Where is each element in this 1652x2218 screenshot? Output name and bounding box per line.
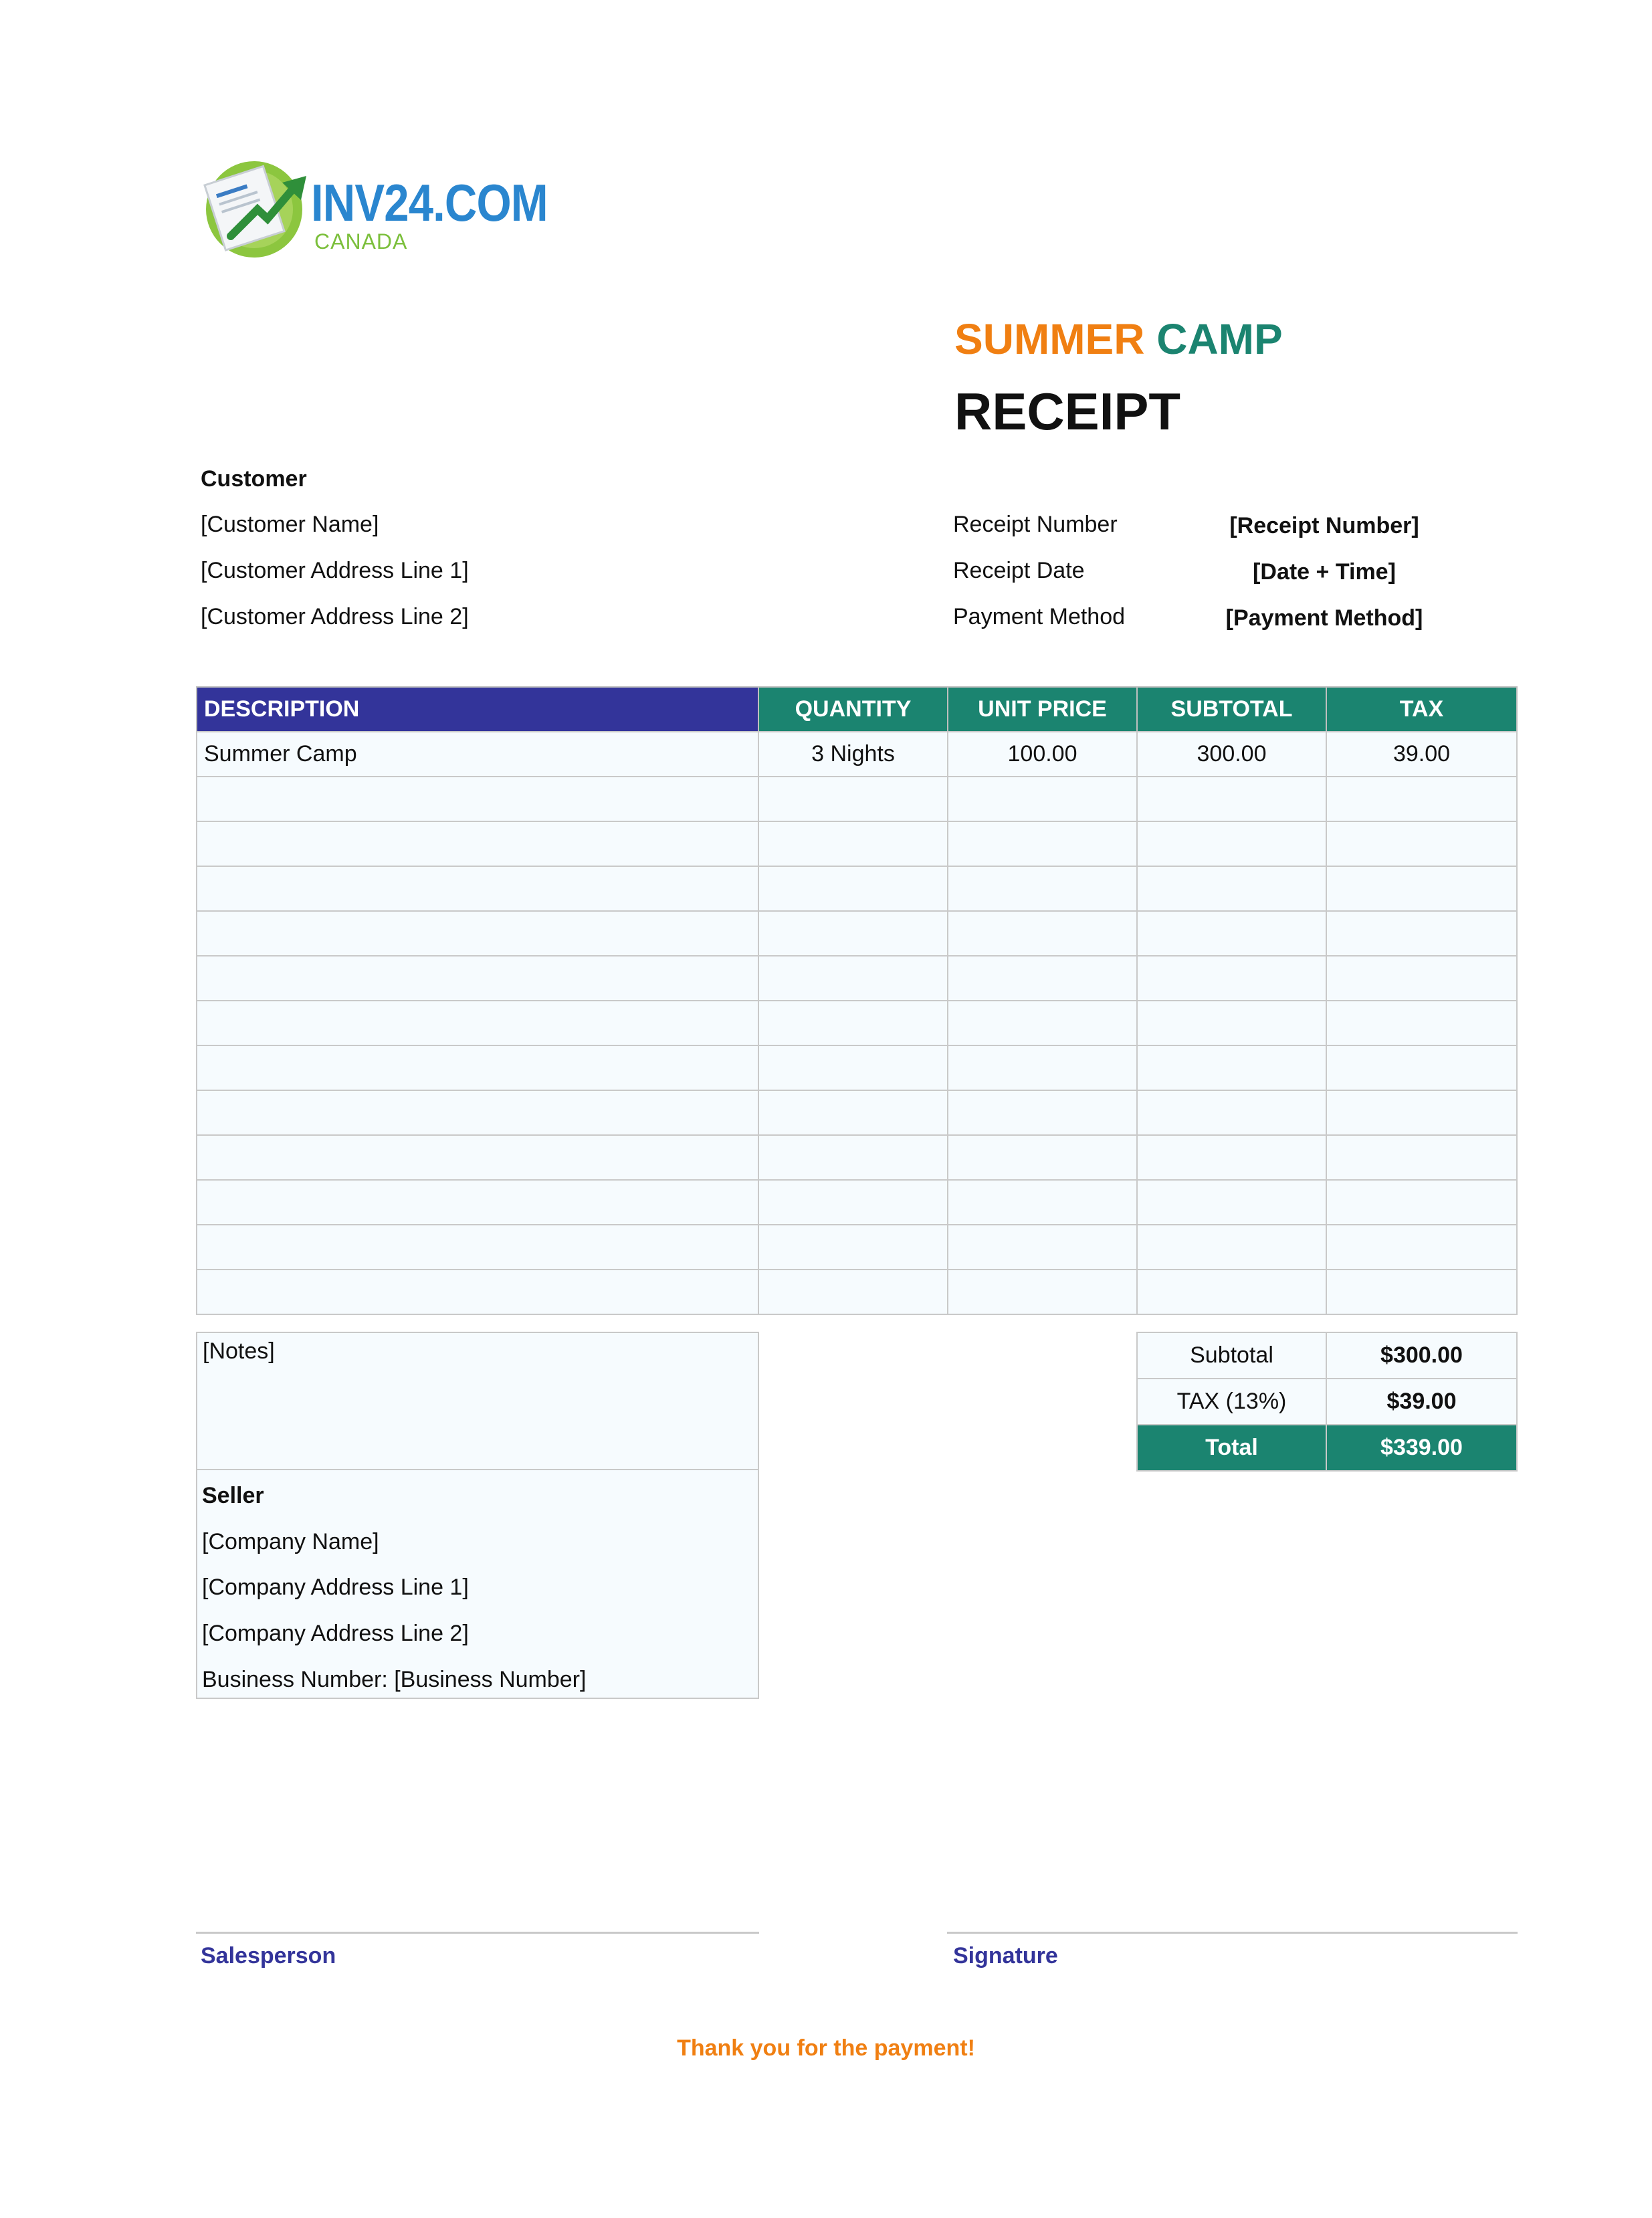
cell-subtotal: 300.00 — [1136, 731, 1327, 777]
cell-quantity — [758, 866, 948, 912]
cell-quantity — [758, 1045, 948, 1091]
seller-business-number: Business Number: [Business Number] — [202, 1667, 587, 1692]
cell-unit-price — [947, 1045, 1138, 1091]
logo-region-text: CANADA — [314, 229, 408, 254]
table-row — [196, 910, 1518, 956]
table-row — [196, 776, 1518, 822]
receipt-date-label: Receipt Date — [953, 558, 1085, 583]
cell-description — [196, 776, 759, 822]
notes-text: [Notes] — [203, 1338, 275, 1364]
customer-address-line1: [Customer Address Line 1] — [201, 558, 469, 583]
cell-tax — [1326, 1090, 1518, 1136]
document-subtitle — [954, 314, 1283, 364]
seller-company-name: [Company Name] — [202, 1529, 379, 1554]
cell-tax: 39.00 — [1326, 731, 1518, 777]
cell-description: Summer Camp — [196, 731, 759, 777]
signature-line — [947, 1932, 1518, 1934]
cell-unit-price — [947, 1224, 1138, 1270]
table-row — [196, 1000, 1518, 1046]
header-description: DESCRIPTION — [196, 686, 759, 732]
seller-heading: Seller — [202, 1483, 264, 1508]
cell-tax — [1326, 821, 1518, 867]
cell-tax — [1326, 955, 1518, 1001]
cell-tax — [1326, 1269, 1518, 1315]
table-row — [196, 821, 1518, 867]
cell-quantity — [758, 955, 948, 1001]
payment-method-label: Payment Method — [953, 604, 1126, 629]
cell-quantity — [758, 910, 948, 956]
cell-unit-price — [947, 955, 1138, 1001]
title-word-camp: CAMP — [1156, 315, 1283, 363]
table-row — [196, 866, 1518, 912]
cell-tax — [1326, 1224, 1518, 1270]
cell-subtotal — [1136, 1224, 1327, 1270]
header-unit-price: UNIT PRICE — [947, 686, 1138, 732]
cell-subtotal — [1136, 1269, 1327, 1315]
cell-tax — [1326, 866, 1518, 912]
cell-description — [196, 821, 759, 867]
receipt-date-value: [Date + Time] — [1253, 559, 1396, 585]
cell-quantity — [758, 821, 948, 867]
cell-quantity — [758, 1269, 948, 1315]
receipt-number-value: [Receipt Number] — [1229, 513, 1419, 538]
table-row — [196, 1269, 1518, 1315]
cell-description — [196, 1000, 759, 1046]
cell-description — [196, 955, 759, 1001]
cell-description — [196, 1045, 759, 1091]
cell-unit-price — [947, 866, 1138, 912]
title-word-summer: SUMMER — [954, 315, 1145, 363]
cell-subtotal — [1136, 1000, 1327, 1046]
cell-description — [196, 1134, 759, 1181]
table-row — [196, 955, 1518, 1001]
cell-subtotal — [1136, 955, 1327, 1001]
cell-description — [196, 1269, 759, 1315]
cell-unit-price — [947, 1090, 1138, 1136]
cell-quantity — [758, 1224, 948, 1270]
customer-address-line2: [Customer Address Line 2] — [201, 604, 469, 629]
total-label: Total — [1136, 1424, 1327, 1472]
cell-subtotal — [1136, 1090, 1327, 1136]
salesperson-line — [196, 1932, 759, 1934]
cell-description — [196, 1090, 759, 1136]
tax-value: $39.00 — [1326, 1378, 1518, 1425]
cell-quantity — [758, 1090, 948, 1136]
cell-unit-price — [947, 776, 1138, 822]
cell-subtotal — [1136, 821, 1327, 867]
table-row — [196, 1134, 1518, 1181]
subtotal-label: Subtotal — [1136, 1332, 1327, 1379]
cell-quantity — [758, 776, 948, 822]
cell-tax — [1326, 1000, 1518, 1046]
cell-unit-price — [947, 1269, 1138, 1315]
cell-quantity: 3 Nights — [758, 731, 948, 777]
header-tax: TAX — [1326, 686, 1518, 732]
seller-address-line2: [Company Address Line 2] — [202, 1621, 469, 1646]
logo-brand-text: INV24.COM — [311, 173, 548, 232]
cell-quantity — [758, 1134, 948, 1181]
tax-label: TAX (13%) — [1136, 1378, 1327, 1425]
cell-unit-price — [947, 1179, 1138, 1225]
subtotal-value: $300.00 — [1326, 1332, 1518, 1379]
cell-description — [196, 1179, 759, 1225]
cell-tax — [1326, 1045, 1518, 1091]
cell-tax — [1326, 776, 1518, 822]
header-quantity: QUANTITY — [758, 686, 948, 732]
cell-unit-price — [947, 910, 1138, 956]
signature-label: Signature — [953, 1943, 1058, 1969]
cell-description — [196, 866, 759, 912]
cell-tax — [1326, 1134, 1518, 1181]
table-row — [196, 1224, 1518, 1270]
header-subtotal: SUBTOTAL — [1136, 686, 1327, 732]
cell-unit-price — [947, 821, 1138, 867]
cell-tax — [1326, 1179, 1518, 1225]
salesperson-label: Salesperson — [201, 1943, 336, 1969]
cell-quantity — [758, 1179, 948, 1225]
cell-tax — [1326, 910, 1518, 956]
table-row — [196, 1045, 1518, 1091]
payment-method-value: [Payment Method] — [1225, 605, 1423, 631]
cell-subtotal — [1136, 1134, 1327, 1181]
table-row — [196, 1090, 1518, 1136]
table-header-row — [196, 686, 1518, 732]
cell-subtotal — [1136, 776, 1327, 822]
seller-address-line1: [Company Address Line 1] — [202, 1575, 469, 1600]
table-row — [196, 1179, 1518, 1225]
cell-subtotal — [1136, 1179, 1327, 1225]
customer-name: [Customer Name] — [201, 512, 379, 537]
cell-subtotal — [1136, 1045, 1327, 1091]
customer-heading: Customer — [201, 466, 307, 492]
thank-you-message: Thank you for the payment! — [677, 2035, 975, 2061]
cell-subtotal — [1136, 866, 1327, 912]
total-value: $339.00 — [1326, 1424, 1518, 1472]
cell-subtotal — [1136, 910, 1327, 956]
table-row — [196, 731, 1518, 777]
cell-description — [196, 1224, 759, 1270]
document-title: RECEIPT — [954, 382, 1181, 441]
cell-quantity — [758, 1000, 948, 1046]
cell-unit-price — [947, 1000, 1138, 1046]
cell-description — [196, 910, 759, 956]
cell-unit-price — [947, 1134, 1138, 1181]
cell-unit-price: 100.00 — [947, 731, 1138, 777]
notes-box — [196, 1332, 759, 1470]
receipt-number-label: Receipt Number — [953, 512, 1118, 537]
